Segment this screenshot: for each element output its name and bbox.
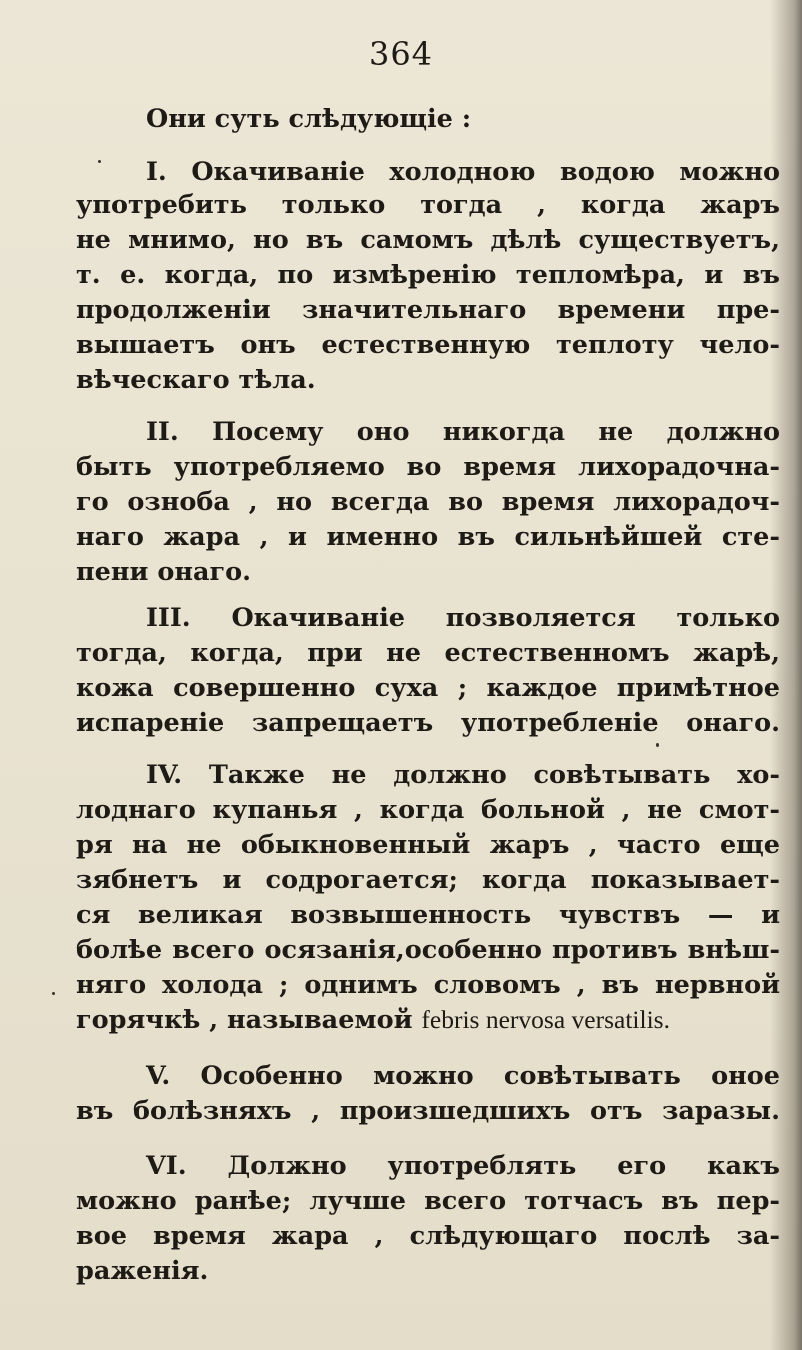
text-line: испареніе запрещаетъ употребленіе онаго. bbox=[76, 708, 780, 738]
ink-speck bbox=[98, 160, 101, 163]
text-line: го озноба , но всегда во время лихорадоч- bbox=[76, 487, 780, 517]
text-line: наго жара , и именно въ сильнѣйшей сте- bbox=[76, 522, 780, 552]
text-line: VI. Должно употреблять его какъ bbox=[146, 1151, 780, 1181]
text-line: пени онаго. bbox=[76, 557, 252, 587]
text-line: въ болѣзняхъ , произшедшихъ отъ заразы. bbox=[76, 1096, 780, 1126]
text-line: вѣческаго тѣла. bbox=[76, 365, 316, 395]
latin-term: febris nervosa versatilis. bbox=[421, 1005, 670, 1034]
text-line: I. Окачиваніе холодною водою можно bbox=[146, 157, 780, 187]
text-line: няго холода ; однимъ словомъ , въ нервной bbox=[76, 970, 780, 1000]
text-line: можно ранѣе; лучше всего тотчасъ въ пер- bbox=[76, 1186, 780, 1216]
text-line: раженія. bbox=[76, 1256, 209, 1286]
text-line: быть употребляемо во время лихорадочна- bbox=[76, 452, 780, 482]
ink-speck bbox=[656, 743, 659, 747]
text-line: вышаетъ онъ естественную теплоту чело- bbox=[76, 330, 780, 360]
text-line: продолженіи значительнаго времени пре- bbox=[76, 295, 780, 325]
text-line bbox=[76, 1002, 670, 1038]
intro-line: Они суть слѣдующіе : bbox=[146, 104, 472, 134]
text-line: кожа совершенно суха ; каждое примѣтное bbox=[76, 673, 780, 703]
text-line: зябнетъ и содрогается; когда показывает- bbox=[76, 865, 780, 895]
text-line: V. Особенно можно совѣтывать оное bbox=[146, 1061, 780, 1091]
text-line: II. Посему оно никогда не должно bbox=[146, 417, 780, 447]
text-line: тогда, когда, при не естественномъ жарѣ, bbox=[76, 638, 780, 668]
text-line: ря на не обыкновенный жаръ , часто еще bbox=[76, 830, 780, 860]
text-line: употребить только тогда , когда жаръ bbox=[76, 190, 780, 220]
text-line: IV. Также не должно совѣтывать хо- bbox=[146, 760, 780, 790]
text-line: III. Окачиваніе позволяется только bbox=[146, 603, 780, 633]
ink-speck bbox=[52, 992, 55, 995]
text-line: т. е. когда, по измѣренію тепломѣра, и въ bbox=[76, 260, 780, 290]
text-line: лоднаго купанья , когда больной , не смот- bbox=[76, 795, 780, 825]
text-line: вое время жара , слѣдующаго послѣ за- bbox=[76, 1221, 780, 1251]
page-number: 364 bbox=[368, 35, 434, 73]
text-line: не мнимо, но въ самомъ дѣлѣ существуетъ, bbox=[76, 225, 780, 255]
text-line: ся великая возвышенность чувствъ — и bbox=[76, 900, 780, 930]
text-line: болѣе всего осязанія,особенно противъ внѣш- bbox=[76, 935, 780, 965]
text-line-cyrillic: горячкѣ , называемой bbox=[76, 1005, 413, 1035]
